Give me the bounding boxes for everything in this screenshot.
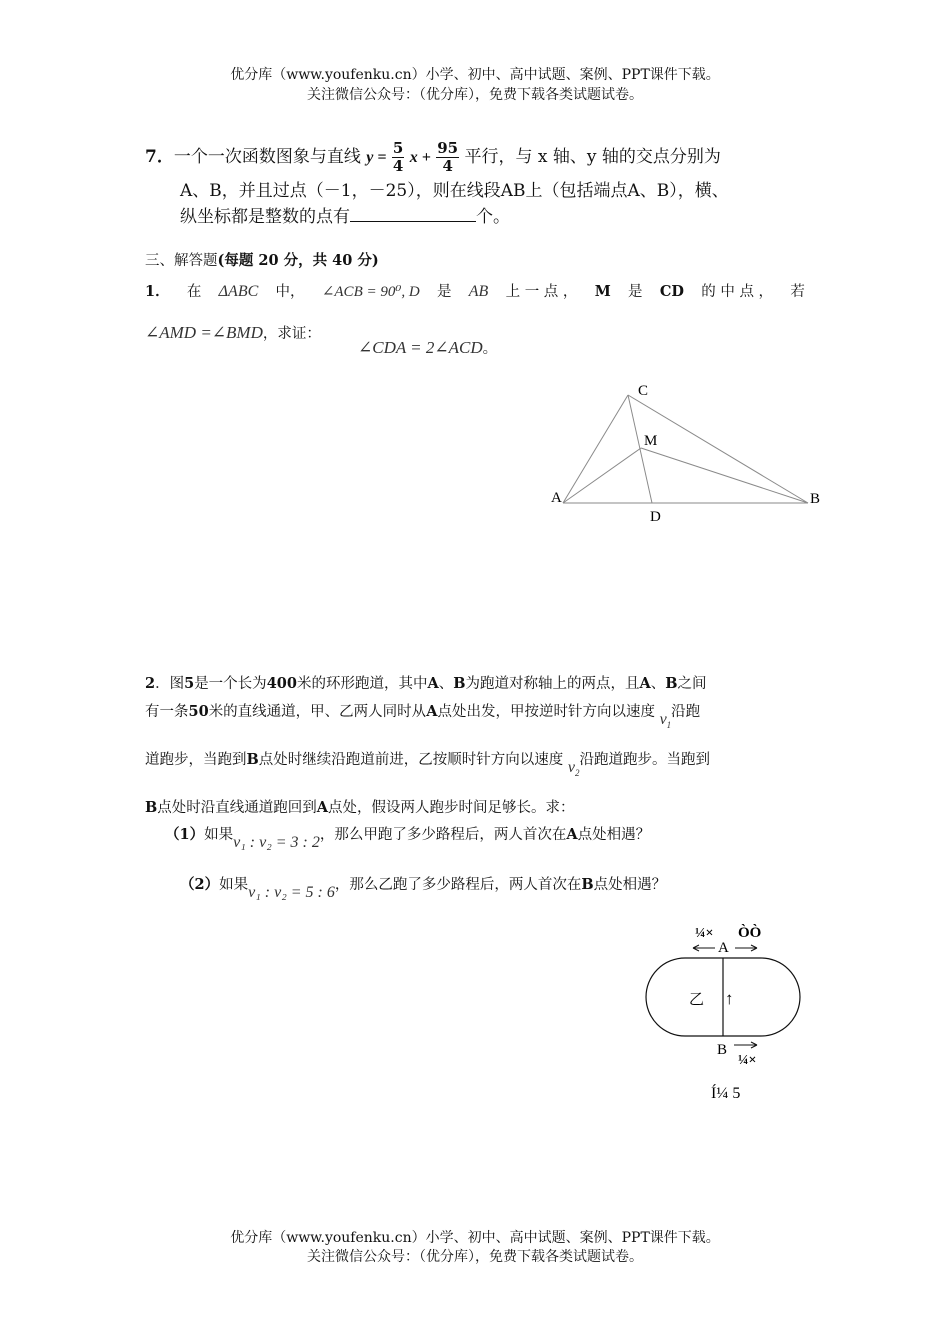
p1-word-shi: 是	[436, 284, 452, 300]
p2-line-2: 有一条50米的直线通道，甲、乙两人同时从A点处出发，甲按逆时针方向以速度 $v_1$沿跑	[145, 703, 701, 731]
up-arrow-icon: ↑	[725, 989, 734, 1008]
track-label-jia-garbled: ¼×	[695, 926, 714, 941]
p1-condition: ∠AMD =∠BMD	[145, 323, 263, 342]
track-figure	[635, 918, 815, 1108]
p2-v1: $v_1$	[659, 711, 672, 731]
p1-goal-line	[358, 337, 497, 358]
track-label-yi-garbled: ÒÒ	[738, 925, 762, 941]
p2-subq1-label: （1）	[165, 826, 205, 843]
p2-line-1: 2．图5是一个长为400米的环形跑道，其中A、B为跑道对称轴上的两点，且A、B之间	[145, 675, 707, 692]
section-3-scoring: (每题 20 分，共 40 分)	[217, 252, 379, 269]
header-line-1: 优分库（www.youfenku.cn）小学、初中、高中试题、案例、PPT课件下载。	[230, 67, 720, 83]
section-3-label: 三、解答题	[145, 253, 218, 269]
p1-goal: ∠CDA = 2∠ACD	[358, 338, 483, 357]
q7-eq-x: x +	[409, 149, 431, 166]
p2-subq2-label: （2）	[180, 876, 220, 893]
segment-am	[563, 448, 641, 503]
p2-subq1-ratio: v₁ : v₂ = 3 : 2	[233, 834, 320, 851]
q7-answer-blank	[350, 207, 476, 222]
q7-line3-end: 个。	[476, 207, 510, 227]
p1-word-on: 上 一 点 ，	[505, 284, 578, 300]
footer-line-2: 关注微信公众号：（优分库），免费下载各类试题试卷。	[307, 1249, 643, 1265]
q7-text-a: 一个一次函数图象与直线	[173, 147, 361, 167]
q7-fraction-2: $\frac{95}{4}$	[437, 139, 459, 175]
track-point-b: B	[717, 1042, 728, 1058]
p2-subq-2: （2）如果v₁ : v₂ = 5 : 6，那么乙跑了多少路程后，两人首次在B点处相遇？	[180, 876, 667, 901]
p1-line-1	[145, 280, 805, 301]
track-point-a: A	[718, 940, 729, 956]
q7-fraction-1: $\frac{5}{4}$	[392, 139, 404, 175]
p2-v2: $v_2$	[567, 759, 580, 779]
triangle-lines	[563, 395, 808, 503]
p1-angle-acb: ∠ACB = 90⁰, D	[321, 284, 420, 300]
section-3-title	[145, 249, 379, 270]
q7-number: 7．	[145, 147, 174, 167]
p2-line-3: 道跑步，当跑到B点处时继续沿跑道前进，乙按顺时针方向以速度 $v_2$沿跑道跑步。当跑到	[145, 751, 710, 779]
segment-mb	[641, 448, 808, 503]
p2-subq2-ratio: v₁ : v₂ = 5 : 6	[248, 884, 335, 901]
p1-word-in: 在	[186, 284, 202, 300]
q7-text-b: 平行，与 x 轴、y 轴的交点分别为	[464, 147, 721, 167]
label-m: M	[644, 433, 658, 449]
p1-end: 。	[482, 341, 498, 357]
q7-line3-text: 纵坐标都是整数的点有	[180, 207, 350, 227]
p1-word-mid: 的 中 点 ，	[701, 284, 774, 300]
p1-segment-ab: AB	[468, 283, 489, 300]
q7-eq-y: y =	[366, 149, 387, 166]
p1-number: 1．	[145, 283, 170, 300]
label-a: A	[551, 490, 562, 506]
p2-subq-1: （1）如果v₁ : v₂ = 3 : 2，那么甲跑了多少路程后，两人首次在A点处相遇？	[165, 826, 651, 851]
p2-line-4: B点处时沿直线通道跑回到A点处，假设两人跑步时间足够长。求：	[145, 799, 575, 816]
track-label-yi: 乙	[689, 992, 705, 1008]
q7-line-2: A、B，并且过点（－1，－25），则在线段AB上（包括端点A、B），横、	[180, 181, 729, 201]
segment-cb	[628, 395, 808, 503]
p1-word-if: 若	[790, 284, 805, 300]
header-line-2: 关注微信公众号：（优分库），免费下载各类试题试卷。	[307, 87, 643, 103]
footer-line-1: 优分库（www.youfenku.cn）小学、初中、高中试题、案例、PPT课件下载。	[230, 1230, 720, 1246]
p1-point-m: M	[594, 283, 611, 300]
label-c: C	[638, 383, 649, 399]
figure-5-caption: Í¼ 5	[711, 1085, 741, 1102]
p1-line-2	[145, 322, 321, 343]
p1-word-is: 是	[628, 284, 643, 300]
triangle-figure	[540, 375, 830, 530]
p1-word-zhong: 中，	[275, 284, 305, 300]
p2-number: 2	[145, 675, 156, 692]
label-d: D	[650, 509, 661, 525]
segment-ac	[563, 395, 628, 503]
p1-triangle: ΔABC	[218, 283, 259, 300]
q7-line-3	[180, 202, 510, 227]
label-b: B	[810, 491, 821, 507]
track-label-bottom-garbled: ¼×	[738, 1053, 757, 1068]
p1-prove-label: ，求证：	[262, 326, 321, 342]
p1-segment-cd: CD	[659, 283, 684, 300]
